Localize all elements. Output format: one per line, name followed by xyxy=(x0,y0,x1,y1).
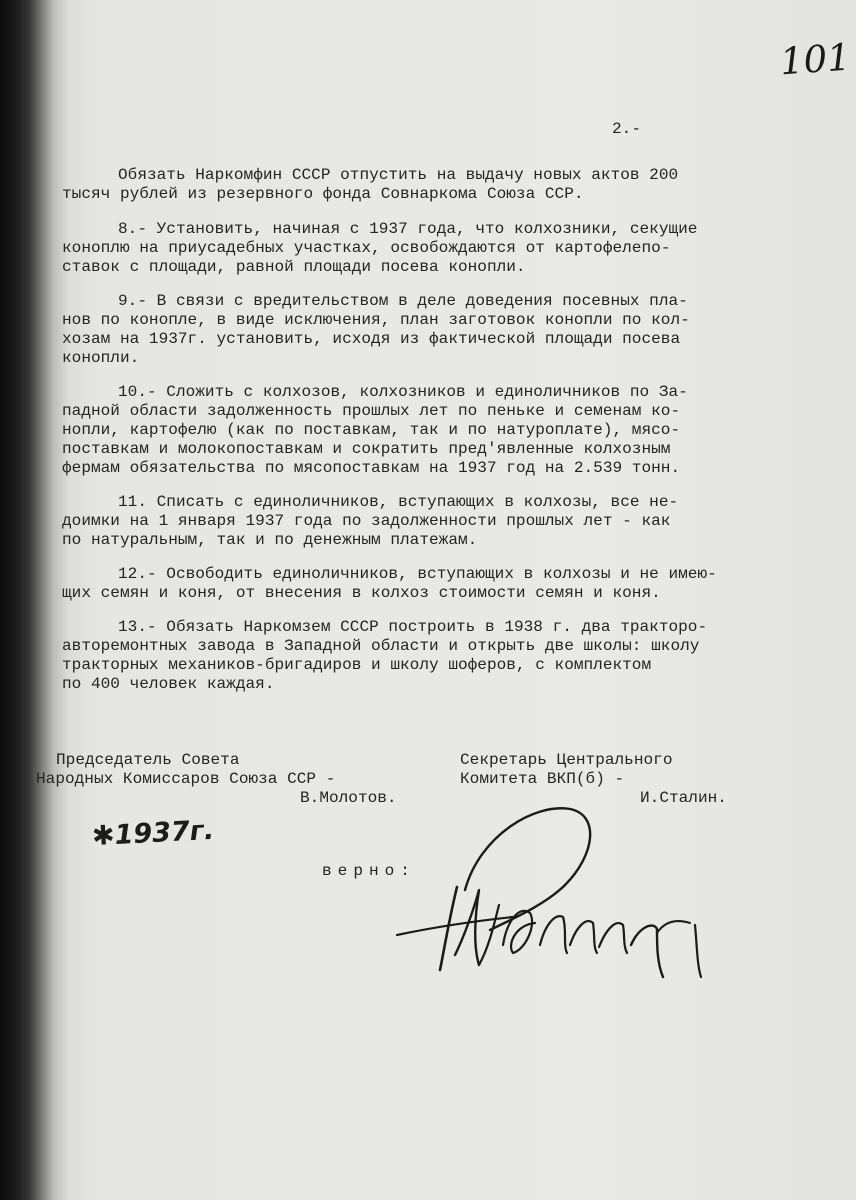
paragraph-11-line-3: по натуральным, так и по денежным платежам. xyxy=(62,531,478,549)
paragraph-9-line-1: 9.- В связи с вредительством в деле доведения посевных пла- xyxy=(118,292,688,310)
paragraph-10-line-4: поставкам и молокопоставкам и сократить пред'явленные колхозным xyxy=(62,440,671,458)
paragraph-10-line-3: нопли, картофелю (как по поставкам, так и по натуроплате), мясо- xyxy=(62,421,681,439)
paragraph-9-line-2: нов по конопле, в виде исключения, план заготовок конопли по кол- xyxy=(62,311,690,329)
paragraph-10-line-1: 10.- Сложить с колхозов, колхозников и единоличников по За- xyxy=(118,383,688,401)
paragraph-13-line-4: по 400 человек каждая. xyxy=(62,675,275,693)
paragraph-1-line-1: Обязать Наркомфин СССР отпустить на выдачу новых актов 200 xyxy=(118,166,679,184)
paragraph-8-line-1: 8.- Установить, начиная с 1937 года, что колхозники, секущие xyxy=(118,220,698,238)
paragraph-8-line-2: коноплю на приусадебных участках, освобождаются от картофелепо- xyxy=(62,239,671,257)
folio-number: 101 xyxy=(778,35,853,84)
left-signatory-name: В.Молотов. xyxy=(300,789,397,807)
paragraph-12-line-1: 12.- Освободить единоличников, вступающих в колхозы и не имею- xyxy=(118,565,717,583)
paragraph-1-line-2: тысяч рублей из резервного фонда Совнаркома Союза ССР. xyxy=(62,185,584,203)
paragraph-13-line-2: авторемонтных завода в Западной области и открыть две школы: школу xyxy=(62,637,700,655)
certification-label: верно: xyxy=(322,862,416,880)
paragraph-9-line-4: конопли. xyxy=(62,349,140,367)
left-signatory-title-1: Председатель Совета xyxy=(56,751,240,769)
paragraph-13-line-3: тракторных механиков-бригадиров и школу шоферов, с комплектом xyxy=(62,656,652,674)
paragraph-11-line-1: 11. Списать с единоличников, вступающих в колхозы, все не- xyxy=(118,493,679,511)
handwritten-date: ✱1937г. xyxy=(91,814,215,853)
paragraph-11-line-2: доимки на 1 января 1937 года по задолженности прошлых лет - как xyxy=(62,512,671,530)
right-signatory-name: И.Сталин. xyxy=(640,789,727,807)
paragraph-9-line-3: хозам на 1937г. установить, исходя из фактической площади посева xyxy=(62,330,681,348)
right-signatory-title-1: Секретарь Центрального xyxy=(460,751,673,769)
paragraph-12-line-2: щих семян и коня, от внесения в колхоз стоимости семян и коня. xyxy=(62,584,661,602)
right-signatory-title-2: Комитета ВКП(б) - xyxy=(460,770,625,788)
paragraph-8-line-3: ставок с площади, равной площади посева конопли. xyxy=(62,258,526,276)
handwritten-signature xyxy=(395,795,725,985)
left-signatory-title-2: Народных Комиссаров Союза ССР - xyxy=(36,770,336,788)
paragraph-10-line-2: падной области задолженность прошлых лет по пеньке и семенам ко- xyxy=(62,402,681,420)
paragraph-10-line-5: фермам обязательства по мясопоставкам на 1937 год на 2.539 тонн. xyxy=(62,459,681,477)
paragraph-13-line-1: 13.- Обязать Наркомзем СССР построить в 1938 г. два тракторо- xyxy=(118,618,708,636)
page-number: 2.- xyxy=(612,120,641,138)
